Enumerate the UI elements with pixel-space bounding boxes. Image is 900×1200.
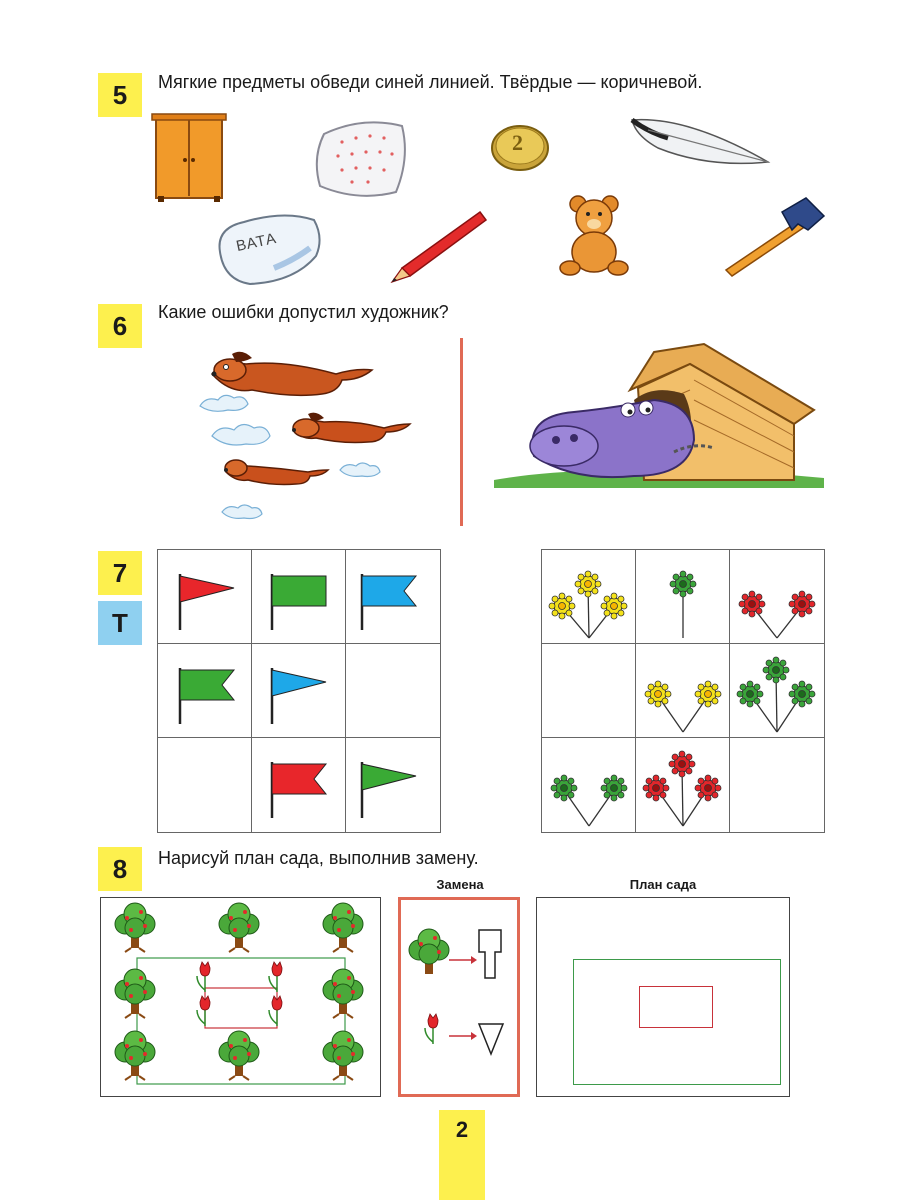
arrow-right-icon <box>449 1032 477 1040</box>
cotton-icon <box>214 208 324 288</box>
teddy-bear-icon <box>556 192 636 278</box>
tulip-icon <box>425 1014 438 1044</box>
garden-plan[interactable] <box>536 897 790 1097</box>
coin-icon <box>490 122 550 172</box>
pillow-icon <box>312 112 412 202</box>
flags-grid <box>157 549 441 833</box>
plan-inner-rect <box>639 986 713 1028</box>
cloud-icon <box>200 395 380 518</box>
task-7-number: 7 <box>98 551 142 595</box>
task-6-number: 6 <box>98 304 142 348</box>
hammer-icon <box>722 196 826 280</box>
tulip-icon <box>197 962 282 1026</box>
flag-icon <box>270 572 330 632</box>
section-divider <box>460 338 463 526</box>
task-8-number: 8 <box>98 847 142 891</box>
flying-dog-icon <box>292 413 410 443</box>
flag-icon <box>360 760 420 820</box>
flag-icon <box>360 572 420 632</box>
pencil-icon <box>388 206 488 284</box>
replacement-legend <box>398 897 520 1097</box>
apple-tree-icon <box>409 929 449 974</box>
flag-icon <box>178 666 238 726</box>
cotton-label: ВАТА <box>234 229 279 256</box>
plan-heading: План сада <box>629 877 697 892</box>
hippo-doghouse-icon <box>494 340 834 500</box>
triangle-symbol-icon <box>479 1024 503 1054</box>
flying-dog-icon <box>224 460 328 485</box>
task-6-instruction: Какие ошибки допустил художник? <box>158 302 449 322</box>
flag-icon <box>178 572 238 632</box>
flowers-grid <box>541 549 825 833</box>
page-number: 2 <box>439 1110 485 1200</box>
apple-tree-icon <box>115 903 363 1080</box>
task-7-badge: Т <box>98 601 142 645</box>
tree-symbol-icon <box>479 930 501 978</box>
flag-cell <box>346 644 440 738</box>
flying-dog-icon <box>212 352 373 396</box>
arrow-right-icon <box>449 956 477 964</box>
flying-dogs-illustration <box>190 340 430 540</box>
coin-label: 2 <box>512 130 523 155</box>
task-5-instruction: Мягкие предметы обведи синей линией. Твёрдые — коричневой. <box>158 72 703 92</box>
replace-heading: Замена <box>436 877 484 892</box>
feather-icon <box>628 112 774 174</box>
wardrobe-icon <box>150 112 230 204</box>
task-5-number: 5 <box>98 73 142 117</box>
flag-cell <box>158 738 252 832</box>
flag-icon <box>270 760 330 820</box>
flag-icon <box>270 666 330 726</box>
task-8-instruction: Нарисуй план сада, выполнив замену. <box>158 848 479 868</box>
garden-picture <box>100 897 381 1097</box>
flowers-drawing <box>542 550 824 832</box>
